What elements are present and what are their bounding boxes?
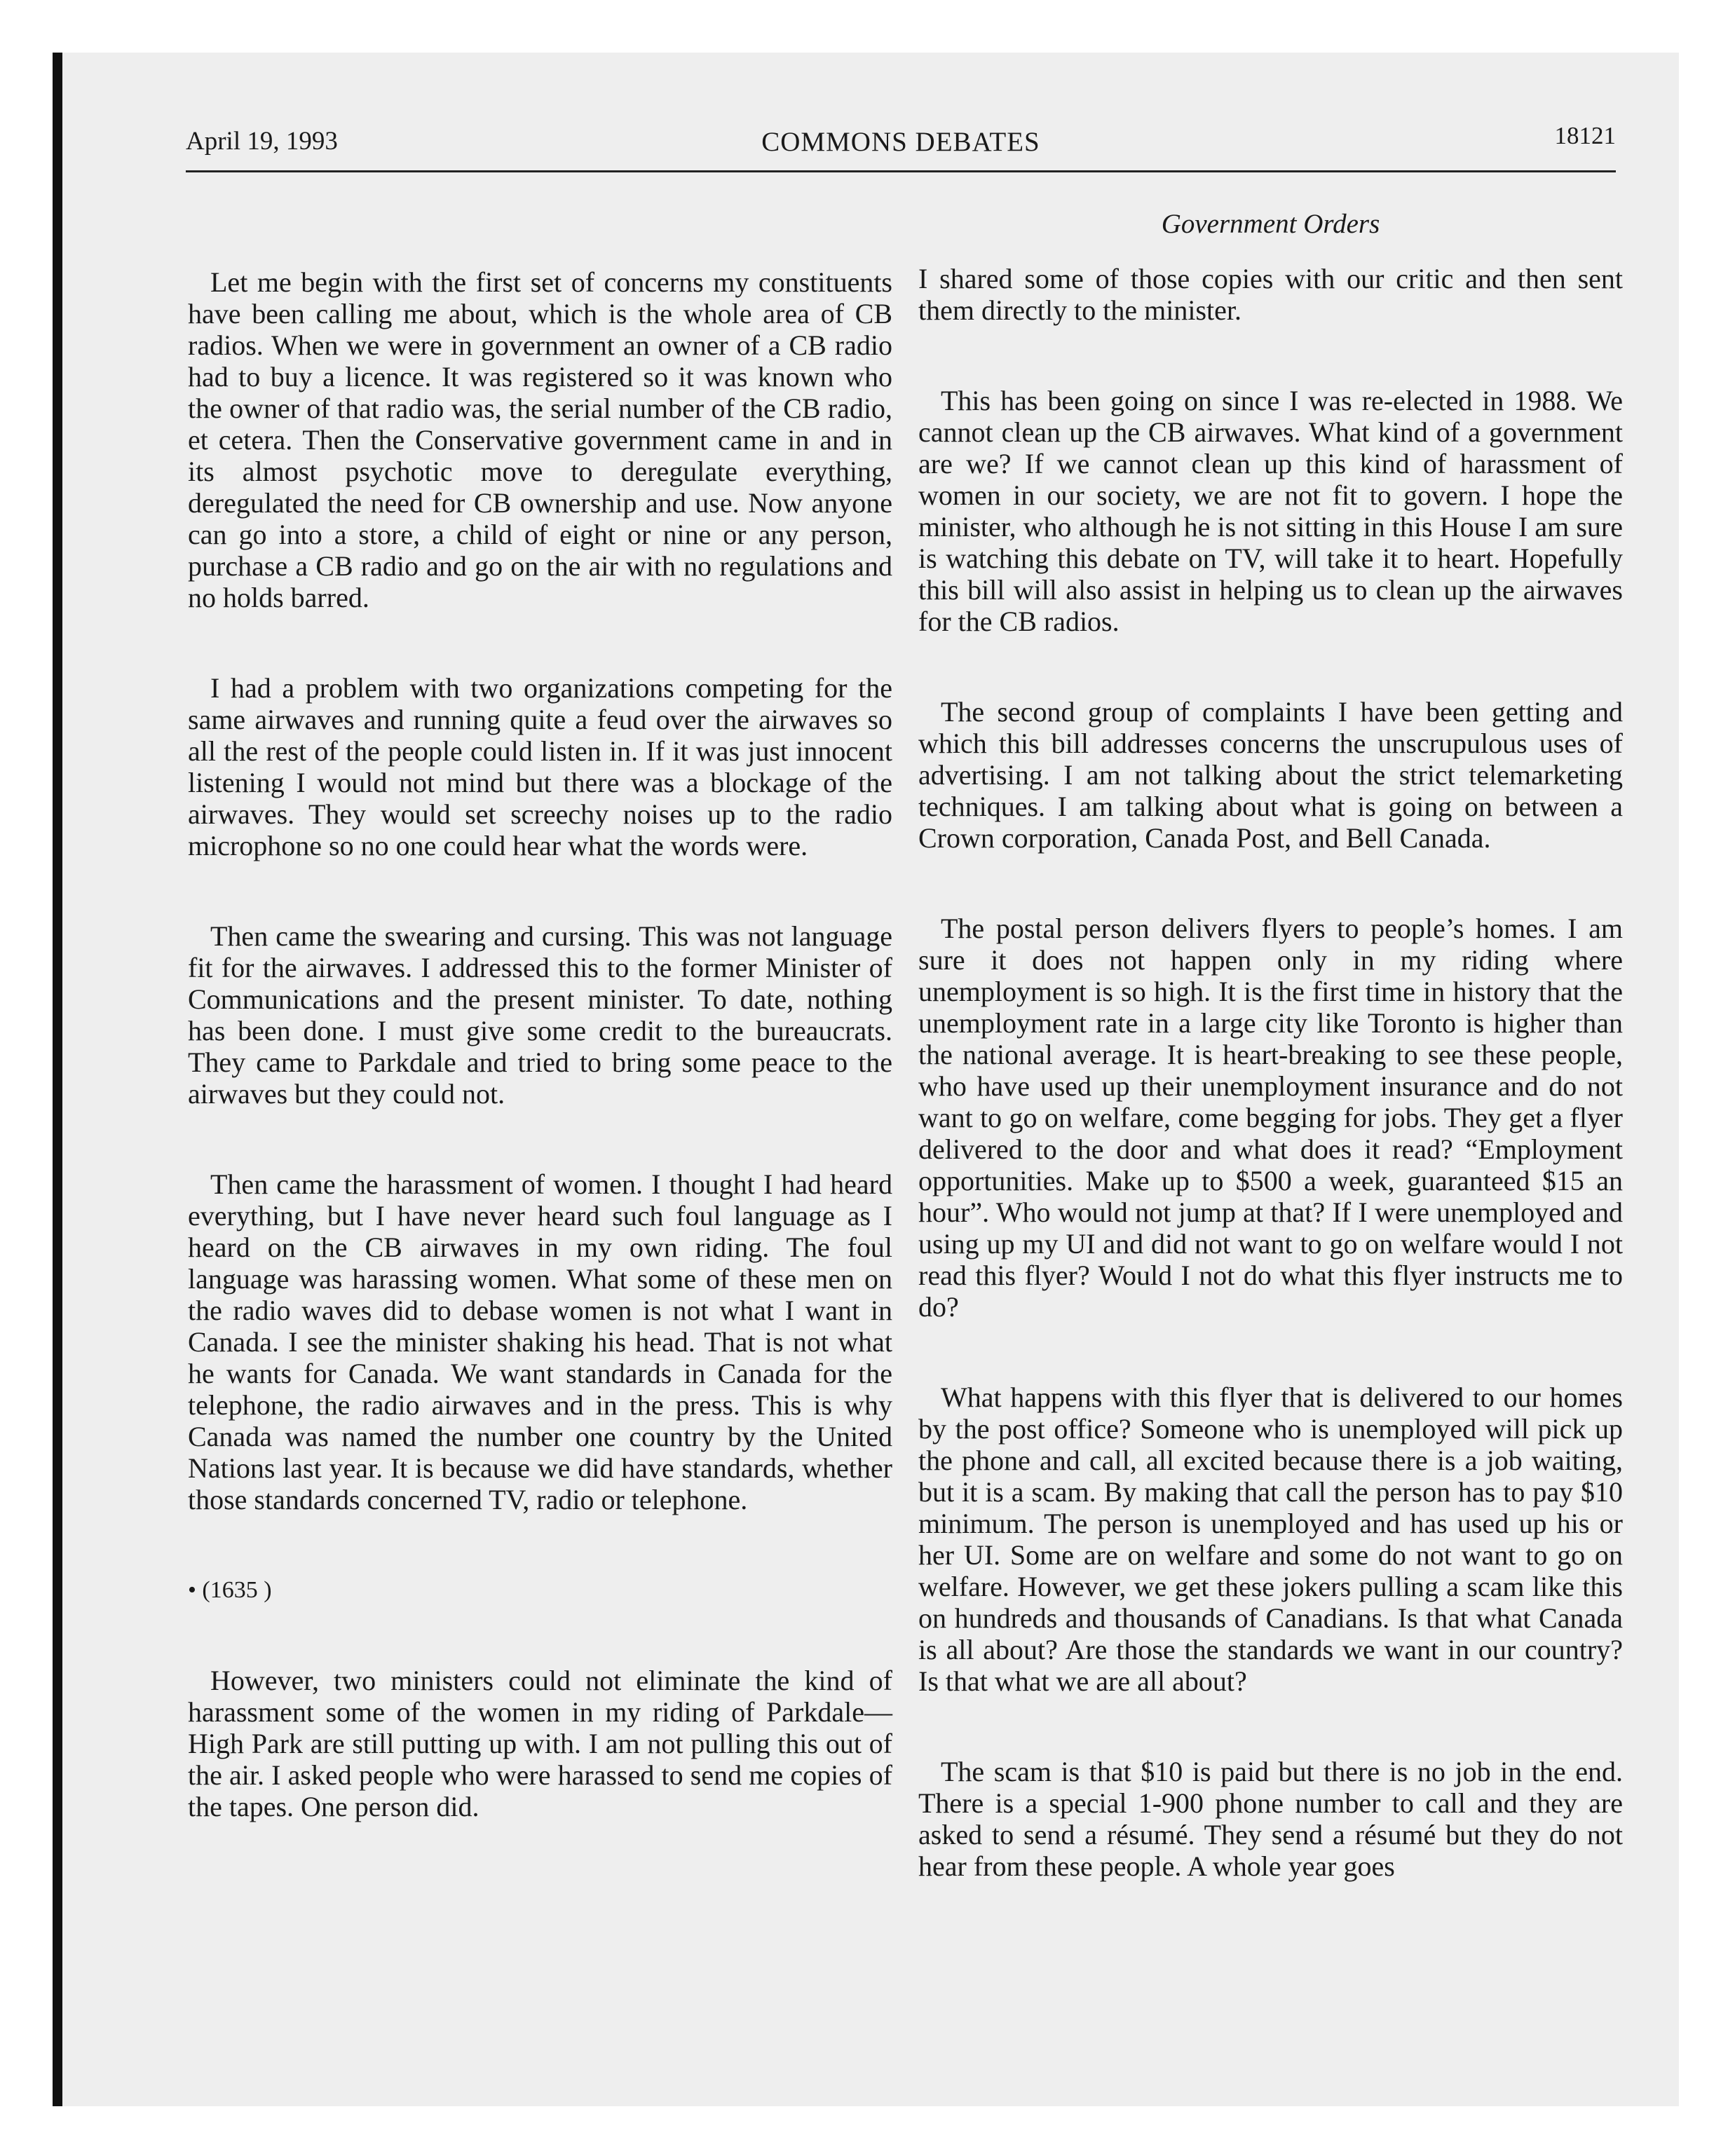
paragraph: The scam is that $10 is paid but there is no job in the end. There is a special 1-900 phone number to call and they are asked to send a résumé. They send a résumé but they do not hear from these people. A whole year goes <box>918 1756 1623 1882</box>
paragraph: Then came the swearing and cursing. This was not language fit for the airwaves. I addressed this to the former Minister of Communications and the present minister. To date, nothing has been done. I must give some credit to the bureaucrats. They came to Parkdale and tried to bring some peace to the airwaves but they could not. <box>188 920 892 1110</box>
paragraph: The postal person delivers flyers to people’s homes. I am sure it does not happen only in my riding where unemployment is so high. It is the first time in history that the unemployment rate in a large city like Toronto is higher than the national average. It is heart-breaking to see these people, who have used up their unemployment insurance and do not want to go on welfare, come begging for jobs. They get a flyer delivered to the door and what does it read? “Employment opportunities. Make up to $500 a week, guaranteed $15 an hour”. Who would not jump at that? If I were unemployed and using up my UI and did not want to go on welfare would I not read this flyer? Would I not do what this flyer instructs me to do? <box>918 913 1623 1323</box>
paragraph: I had a problem with two organizations competing for the same airwaves and running quite a feud over the airwaves so all the rest of the people could listen in. If it was just innocent listening I would not mind but there was a blockage of the airwaves. They would set screechy noises up to the radio microphone so no one could hear what the words were. <box>188 672 892 861</box>
scan-binding-edge <box>53 53 62 2106</box>
paragraph: Let me begin with the first set of concerns my constituents have been calling me about, which is the whole area of CB radios. When we were in government an owner of a CB radio had to buy a licence. It was registered so it was known who the owner of that radio was, the serial number of the CB radio, et cetera. Then the Conservative government came in and in its almost psychotic move to deregulate everything, deregulated the need for CB ownership and use. Now anyone can go into a store, a child of eight or nine or any person, purchase a CB radio and go on the air with no regulations and no holds barred. <box>188 266 892 613</box>
header-title: COMMONS DEBATES <box>761 127 1040 157</box>
paragraph: The second group of complaints I have been getting and which this bill addresses concerns the unscrupulous uses of advertising. I am not talking about the strict telemarketing techniques. I am talking about what is going on between a Crown corporation, Canada Post, and Bell Canada. <box>918 696 1623 854</box>
paragraph: Then came the harassment of women. I thought I had heard everything, but I have never heard such foul language as I heard on the CB airwaves in my own riding. The foul language was harassing women. What some of these men on the radio waves did to debase women is not what I want in Canada. I see the minister shaking his head. That is not what he wants for Canada. We want standards in Canada for the telephone, the radio airwaves and in the press. This is why Canada was named the number one country by the United Nations last year. It is because we did have standards, whether those standards concerned TV, radio or telephone. <box>188 1168 892 1515</box>
page-header <box>186 122 1616 168</box>
page-number: 18121 <box>1554 122 1616 149</box>
header-date: April 19, 1993 <box>186 127 338 156</box>
left-column <box>188 266 892 1881</box>
header-rule <box>186 170 1616 172</box>
paragraph: This has been going on since I was re-elected in 1988. We cannot clean up the CB airwaves. What kind of a government are we? If we cannot clean up this kind of harassment of women in our society, we are not fit to govern. I hope the minister, who although he is not sitting in this House I am sure is watching this debate on TV, will take it to heart. Hopefully this bill will also assist in helping us to clean up the airwaves for the CB radios. <box>918 385 1623 637</box>
paragraph: I shared some of those copies with our critic and then sent them directly to the minister. <box>918 263 1623 326</box>
section-label: Government Orders <box>1161 209 1380 239</box>
paragraph: What happens with this flyer that is delivered to our homes by the post office? Someone who is unemployed will pick up the phone and call, all excited because there is a job waiting, but it is a scam. By making that call the person has to pay $10 minimum. The person is unemployed and has used up his or her UI. Some are on welfare and some do not want to go on welfare. However, we get these jokers pulling a scam like this on hundreds and thousands of Canadians. Is that what Canada is all about? Are those the standards we want in our country? Is that what we are all about? <box>918 1381 1623 1697</box>
paragraph: However, two ministers could not eliminate the kind of harassment some of the women in my riding of Parkdale—High Park are still putting up with. I am not pulling this out of the air. I asked people who were harassed to send me copies of the tapes. One person did. <box>188 1665 892 1822</box>
time-marker: • (1635 ) <box>188 1577 272 1603</box>
right-column <box>918 263 1623 1941</box>
